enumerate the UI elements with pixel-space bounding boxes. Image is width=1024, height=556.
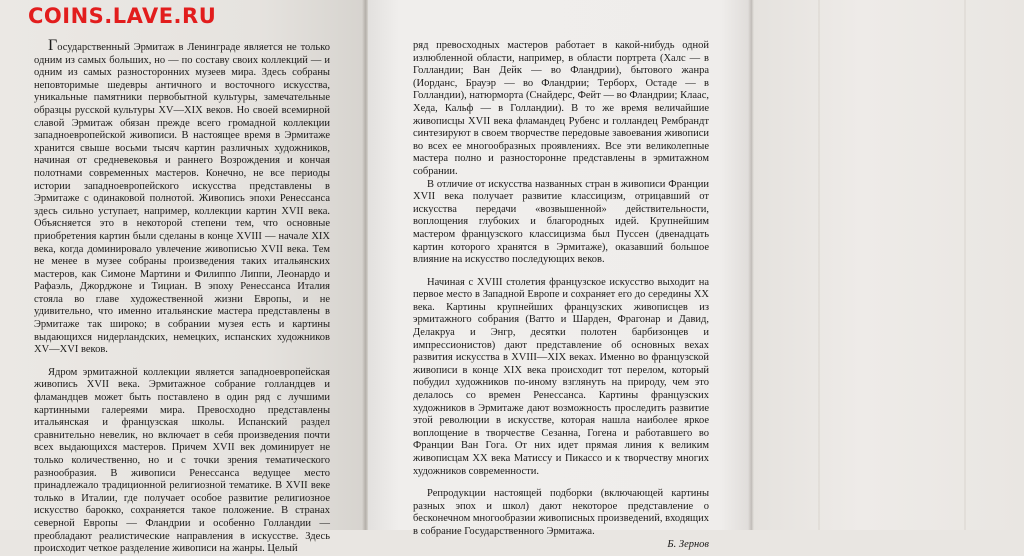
site-watermark: COINS.LAVE.RU	[28, 4, 217, 28]
paper-crease	[818, 0, 820, 530]
author-signature: Б. Зернов	[667, 538, 709, 550]
paragraph-classicism: В отличие от искусства названных стран в живописи Франции XVII века получает развитие классицизм, отрицавший от искусства передачи «возвышенной» действительности, воплощения глубоких и благородных идей. Крупнейшим мастером французского классицизма был Пуссен (двенадцать картин которого хранятся в Эрмитаже), оказавший большое влияние на искусство последующих веков.	[413, 178, 709, 266]
paragraph-gap	[413, 478, 709, 488]
page-fold-right	[748, 0, 754, 530]
intro-paragraph-text: осударственный Эрмитаж в Ленинграде является не только одним из самых больших, но — по составу своих коллекций — и одним из самых разносторонних музеев мира. Здесь собраны неповторимые шедевры античного и восточного искусства, уникальные памятники первобытной культуры, замечательные образцы русской культуры XV—XIX веков. Но своей всемирной славой Эрмитаж обязан прежде всего громадной коллекции западноевропейской живописи. В настоящее время в Эрмитаже хранится свыше восьми тысяч картин различных художников, начиная от средневековья и раннего Возрождения и кончая полотнами современных мастеров. Конечно, не все периоды истории западноевропейского искусства представлены в Эрмитаже с одинаковой полнотой. Живопись эпохи Ренессанса здесь сильно уступает, например, коллекции картин XVII века. Объясняется это в некоторой степени тем, что основные приобретения картин были сделаны в конце XVIII — начале XIX века, когда доминировало увлечение живописью XVII века. Тем не менее в музее собраны произведения таких итальянских мастеров, как Симоне Мартини и Филиппо Липпи, Леонардо и Рафаэль, Джорджоне и Тициан. В эпоху Ренессанса Италия стояла во главе художественной жизни Европы, и не удивительно, что именно итальянские мастера представлены в Эрмитаже так широко; в собрании музея есть и картины выдающихся нидерландских, немецких, испанских художников XV—XVI веков.	[34, 42, 330, 356]
paragraph-gap	[413, 267, 709, 277]
drop-cap: Г	[48, 37, 58, 54]
middle-text-column	[413, 40, 709, 551]
paper-crease	[964, 0, 966, 530]
right-blank-page-panel	[752, 0, 1024, 530]
paragraph-xvii-century: Ядром эрмитажной коллекции является западноевропейская живопись XVII века. Эрмитажное собрание голландцев и фламандцев может быть поставлено в один ряд с лучшими картинными галереями мира. Превосходно представлены итальянская и французская школы. Испанский раздел сравнительно невелик, но включает в себя произведения почти всех выдающихся мастеров. Причем XVII век доминирует не только количественно, но и с точки зрения тематического разнообразия. В живописи Ренессанса ведущее место принадлежало традиционной религиозной тематике. В XVII веке только в Италии, где получает особое развитие религиозное искусство барокко, сохраняется такое положение. В странах северной Европы — Фландрии и особенно Голландии — преобладают реалистические направления в искусстве. Здесь происходит четкое разделение живописи на жанры. Целый	[34, 366, 330, 555]
page-fold-left	[362, 0, 368, 530]
paragraph-reproductions: Репродукции настоящей подборки (включающей картины разных эпох и школ) дают некоторое представление о бесконечном многообразии живописных произведений, входящих в собрание Государственного Эрмитажа.	[413, 488, 709, 537]
paragraph-french-art: Начиная с XVIII столетия французское искусство выходит на первое место в Западной Европе и сохраняет его до середины XX века. Картины крупнейших французских живописцев из эрмитажного собрания (Ватто и Шарден, Фрагонар и Давид, Делакруа и Энгр, десятки полотен барбизонцев и импрессионистов) дают представление об основных вехах развития искусства в XVIII—XIX веках. Именно во французской живописи в конце XIX века происходит тот перелом, который побудил художников по-иному взглянуть на природу, чем это делалось со времен Ренессанса. Картины французских художников в Эрмитаже дают возможность проследить развитие этой революции в искусстве, которая нашла наиболее яркое воплощение в творчестве Сезанна, Гогена и работавшего во Франции Ван Гога. От них идет прямая линия к великим живописцам XX века Матиссу и Пикассо и к творчеству многих художников современности.	[413, 276, 709, 477]
left-text-column	[34, 37, 330, 556]
intro-paragraph	[34, 37, 330, 357]
paragraph-continuation: ряд превосходных мастеров работает в какой-нибудь одной излюбленной области, например, в области портрета (Халс — в Голландии; Ван Дейк — во Фландрии), бытового жанра (Иорданс, Брауэр — во Фландрии; Терборх, Остаде — в Голландии), натюрморта (Снайдерс, Фейт — во Фландрии; Клаас, Хеда, Кальф — в Голландии). В то же время величайшие живописцы XVII века фламандец Рубенс и голландец Рембрандт синтезируют в своем творчестве передовые завоевания живописи во всех ее многообразных проявлениях. Все эти великолепные мастера полно и разносторонне представлены в эрмитажном собрании.	[413, 40, 709, 177]
paragraph-gap	[34, 357, 330, 367]
